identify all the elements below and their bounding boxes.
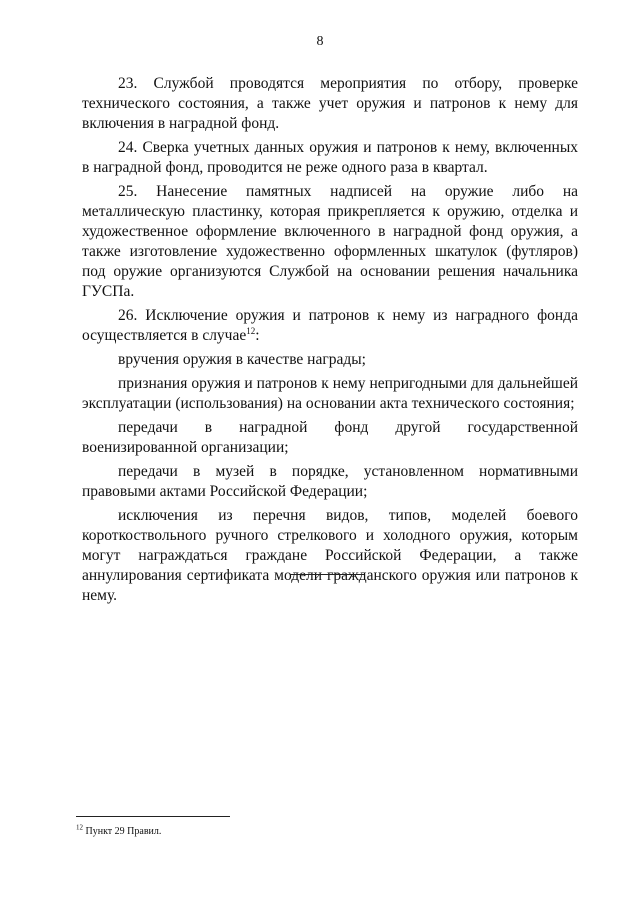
- paragraph-26-suffix: :: [255, 327, 260, 344]
- footnote-text: Пункт 29 Правил.: [85, 826, 162, 837]
- paragraph-26: [82, 306, 578, 346]
- page-number: 8: [316, 34, 324, 49]
- list-item: передачи в наградной фонд другой государственной военизированной организации;: [82, 419, 578, 456]
- footnote-reference[interactable]: 12: [246, 325, 256, 336]
- list-item: признания оружия и патронов к нему непригодными для дальнейшей эксплуатации (использования) на основании акта технического состояния;: [82, 375, 578, 412]
- section-divider: [290, 574, 364, 575]
- footnote-number: 12: [76, 823, 83, 832]
- footnote-divider: [76, 816, 230, 817]
- paragraph-26-text: 26. Исключение оружия и патронов к нему из наградного фонда осуществляется в случае: [82, 307, 578, 344]
- list-item: вручения оружия в качестве награды;: [118, 351, 366, 368]
- document-body: [82, 74, 578, 606]
- list-item: исключения из перечня видов, типов, моделей боевого короткоствольного ручного стрелкового и холодного оружия, которым могут награждаться граждане Российской Федерации, а также аннулирования сертификата модели гражданского оружия или патронов к нему.: [82, 507, 578, 604]
- paragraph-23: 23. Службой проводятся мероприятия по отбору, проверке технического состояния, а также учет оружия и патронов к нему для включения в наградной фонд.: [82, 75, 578, 132]
- paragraph-25: 25. Нанесение памятных надписей на оружие либо на металлическую пластинку, которая прикрепляется к оружию, отделка и художественное оформление включенного в наградной фонд оружия, а также изготовление художественно оформленных шкатулок (футляров) под оружие организуются Службой на основании решения начальника ГУСПа.: [82, 183, 578, 300]
- paragraph-24: 24. Сверка учетных данных оружия и патронов к нему, включенных в наградной фонд, проводится не реже одного раза в квартал.: [82, 139, 578, 176]
- list-item: передачи в музей в порядке, установленном нормативными правовыми актами Российской Федерации;: [82, 463, 578, 500]
- footnote: [76, 823, 162, 838]
